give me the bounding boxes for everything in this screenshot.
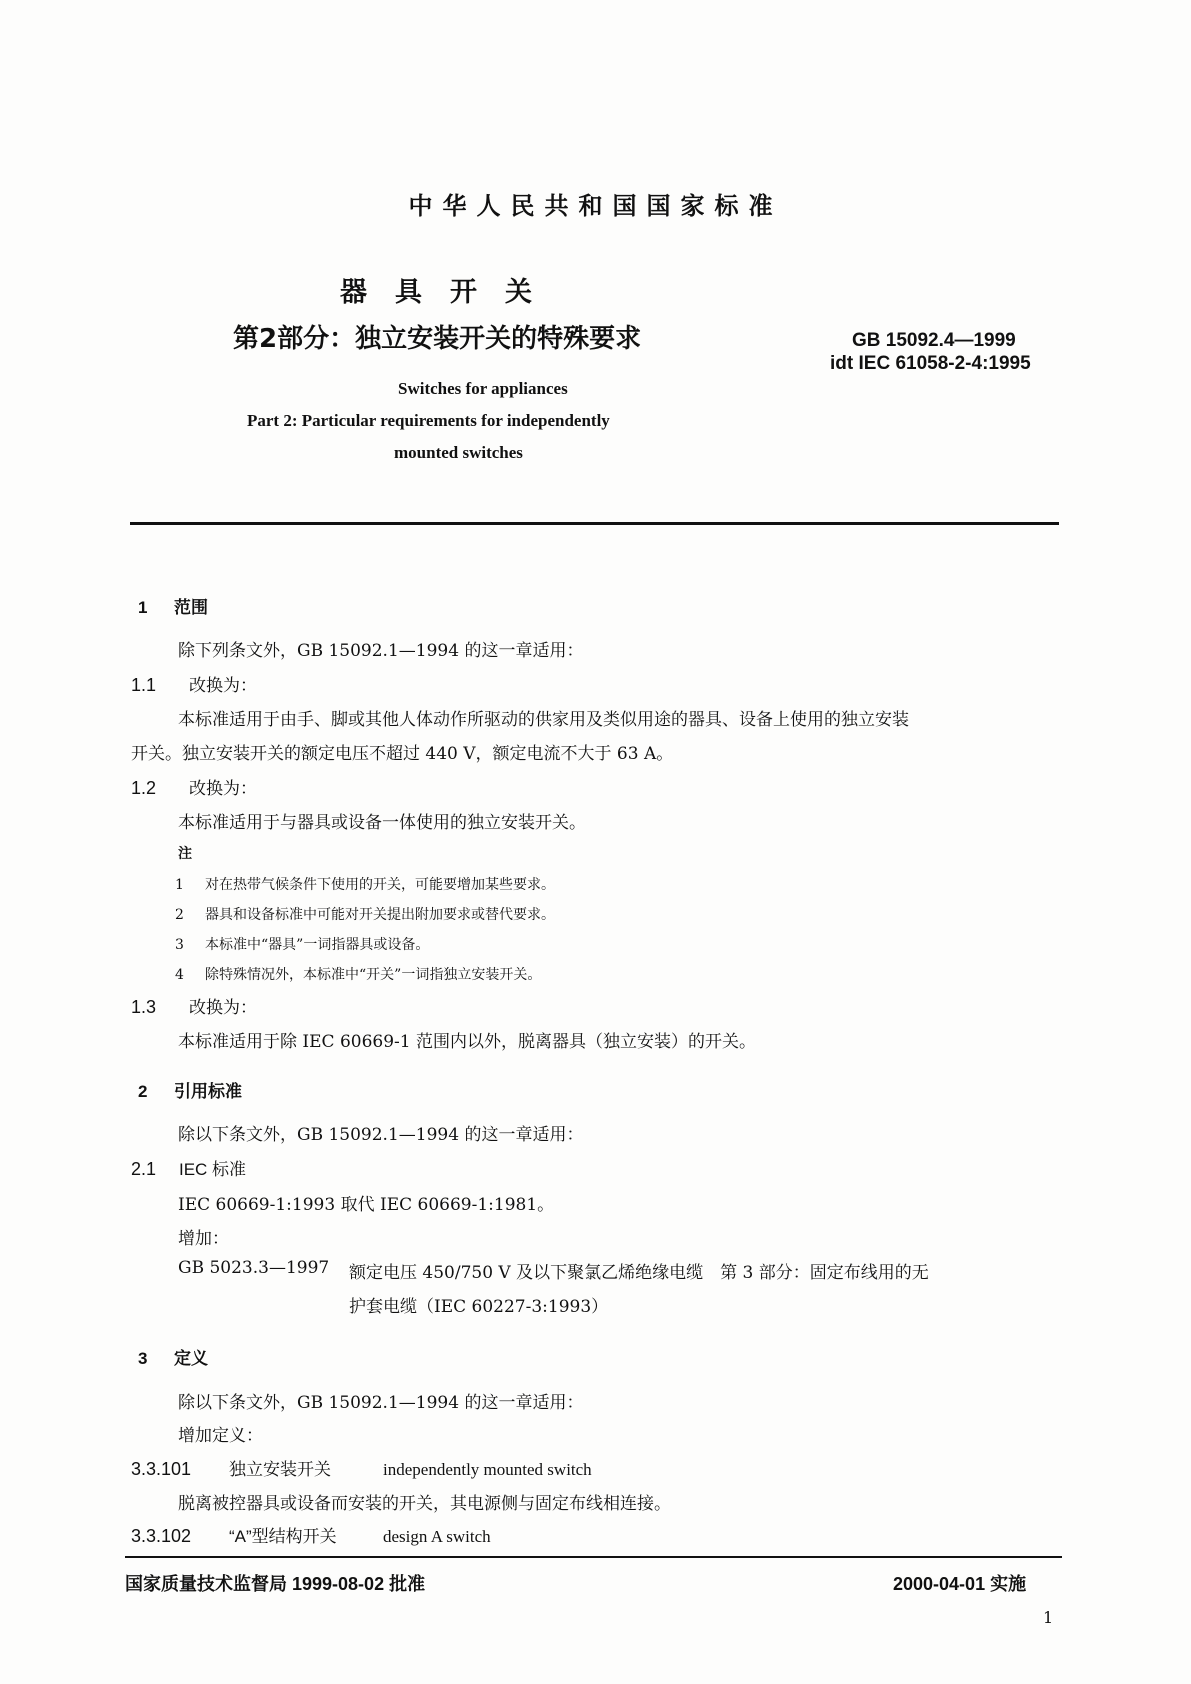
definition-3-3-101 xyxy=(131,1455,592,1480)
footer-divider xyxy=(125,1556,1062,1558)
definition-number: 3.3.101 xyxy=(131,1459,192,1479)
section-title: 范围 xyxy=(174,598,208,617)
clause-label: IEC 标准 xyxy=(179,1160,247,1179)
header-divider xyxy=(130,522,1059,525)
english-title-line-3: mounted switches xyxy=(394,443,523,462)
document-subtitle-cn: 第2部分：独立安装开关的特殊要求 xyxy=(233,324,642,354)
definition-term-cn: 独立安装开关 xyxy=(229,1460,331,1479)
document-title-cn: 器具开关 xyxy=(340,277,560,308)
section-2-intro: 除以下条文外，GB 15092.1—1994 的这一章适用： xyxy=(178,1125,584,1145)
section-number: 1 xyxy=(138,598,148,617)
note-item: 1 对在热带气候条件下使用的开关，可能要增加某些要求。 xyxy=(175,877,555,893)
section-2-heading xyxy=(138,1077,242,1102)
additional-definitions-label: 增加定义： xyxy=(178,1426,263,1446)
definition-3-3-101-text: 脱离被控器具或设备而安装的开关，其电源侧与固定布线相连接。 xyxy=(178,1494,671,1514)
clause-1-3-text: 本标准适用于除 IEC 60669-1 范围内以外，脱离器具（独立安装）的开关。 xyxy=(178,1032,756,1052)
definition-number: 3.3.102 xyxy=(131,1526,192,1546)
english-title-line-1: Switches for appliances xyxy=(398,379,568,398)
definition-term-en: independently mounted switch xyxy=(383,1460,592,1479)
national-standard-heading: 中华人民共和国国家标准 xyxy=(408,192,783,220)
clause-2-1-text: IEC 60669-1:1993 取代 IEC 60669-1:1981。 xyxy=(178,1195,555,1215)
reference-standard-title-line-1: 额定电压 450/750 V 及以下聚氯乙烯绝缘电缆 第 3 部分：固定布线用的无 xyxy=(349,1263,929,1283)
clause-number: 1.3 xyxy=(131,997,157,1017)
clause-2-1 xyxy=(131,1155,246,1180)
clause-label: 改换为： xyxy=(189,779,257,798)
section-3-heading xyxy=(138,1344,208,1369)
section-number: 2 xyxy=(138,1082,148,1101)
clause-1-1-text-line-1: 本标准适用于由手、脚或其他人体动作所驱动的供家用及类似用途的器具、设备上使用的独立安装 xyxy=(178,710,909,730)
definition-term-cn: “A”型结构开关 xyxy=(229,1527,337,1546)
clause-number: 1.1 xyxy=(131,675,157,695)
standard-identical-reference: idt IEC 61058-2-4:1995 xyxy=(830,353,1031,374)
definition-3-3-102 xyxy=(131,1522,491,1547)
page-number: 1 xyxy=(1043,1608,1054,1627)
clause-number: 2.1 xyxy=(131,1159,157,1179)
section-title: 定义 xyxy=(174,1349,208,1368)
standard-number: GB 15092.4—1999 xyxy=(852,330,1016,351)
note-heading: 注 xyxy=(178,846,192,862)
english-title-line-2: Part 2: Particular requirements for independently xyxy=(247,411,610,430)
note-item: 2 器具和设备标准中可能对开关提出附加要求或替代要求。 xyxy=(175,907,555,923)
note-item: 3 本标准中“器具”一词指器具或设备。 xyxy=(175,937,430,953)
clause-label: 改换为： xyxy=(189,998,257,1017)
clause-1-3 xyxy=(131,993,257,1018)
clause-1-2-text: 本标准适用于与器具或设备一体使用的独立安装开关。 xyxy=(178,813,586,833)
clause-number: 1.2 xyxy=(131,778,157,798)
section-3-intro: 除以下条文外，GB 15092.1—1994 的这一章适用： xyxy=(178,1393,584,1413)
section-number: 3 xyxy=(138,1349,148,1368)
section-title: 引用标准 xyxy=(174,1082,242,1101)
reference-standard-title-line-2: 护套电缆（IEC 60227-3:1993） xyxy=(349,1297,609,1317)
approval-statement: 国家质量技术监督局 1999-08-02 批准 xyxy=(125,1574,426,1594)
reference-standard-code: GB 5023.3—1997 xyxy=(178,1258,330,1278)
clause-1-1-text-line-2: 开关。独立安装开关的额定电压不超过 440 V，额定电流不大于 63 A。 xyxy=(131,744,674,764)
implementation-date: 2000-04-01 实施 xyxy=(893,1574,1027,1594)
clause-1-2 xyxy=(131,774,257,799)
clause-1-1 xyxy=(131,671,257,696)
addition-label: 增加： xyxy=(178,1229,229,1249)
note-item: 4 除特殊情况外，本标准中“开关”一词指独立安装开关。 xyxy=(175,967,542,983)
definition-term-en: design A switch xyxy=(383,1527,491,1546)
section-1-heading xyxy=(138,593,208,618)
clause-label: 改换为： xyxy=(189,676,257,695)
section-1-intro: 除下列条文外，GB 15092.1—1994 的这一章适用： xyxy=(178,641,584,661)
